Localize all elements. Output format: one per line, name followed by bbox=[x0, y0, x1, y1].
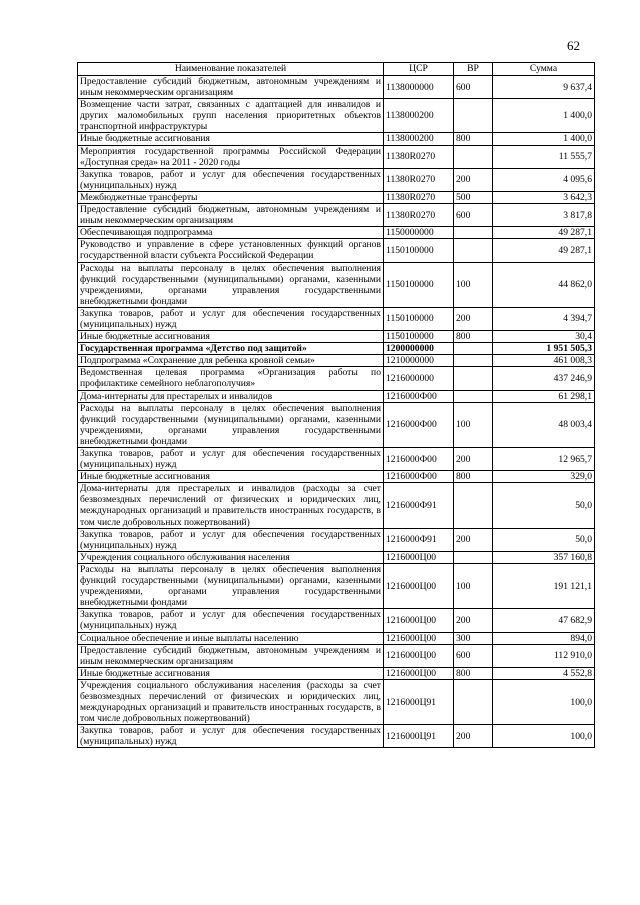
row-code-cell: 1216000Ц91 bbox=[384, 725, 454, 748]
row-sum-cell: 461 008,3 bbox=[493, 355, 595, 367]
row-sum-cell: 9 637,4 bbox=[493, 76, 595, 99]
row-vr-cell bbox=[454, 145, 493, 168]
row-name-cell: Государственная программа «Детство под защитой» bbox=[78, 343, 384, 355]
row-code-cell: 11380R0270 bbox=[384, 191, 454, 203]
row-sum-cell: 61 298,1 bbox=[493, 390, 595, 402]
row-code-cell: 1150100000 bbox=[384, 262, 454, 307]
row-vr-cell: 800 bbox=[454, 667, 493, 679]
row-code-cell: 1216000Ц00 bbox=[384, 644, 454, 667]
row-vr-cell bbox=[454, 99, 493, 133]
row-vr-cell bbox=[454, 679, 493, 724]
table-row bbox=[78, 99, 595, 133]
row-vr-cell: 200 bbox=[454, 448, 493, 471]
row-name-cell: Обеспечивающая подпрограмма bbox=[78, 227, 384, 239]
row-sum-cell: 4 394,7 bbox=[493, 307, 595, 330]
row-code-cell: 1216000Ф00 bbox=[384, 402, 454, 447]
row-vr-cell: 800 bbox=[454, 471, 493, 483]
table-row bbox=[78, 632, 595, 644]
table-row bbox=[78, 609, 595, 632]
row-name-cell: Подпрограмма «Сохранение для ребенка кровной семьи» bbox=[78, 355, 384, 367]
row-sum-cell: 894,0 bbox=[493, 632, 595, 644]
row-vr-cell bbox=[454, 367, 493, 390]
table-row bbox=[78, 76, 595, 99]
row-code-cell: 1216000Ф00 bbox=[384, 390, 454, 402]
table-row bbox=[78, 168, 595, 191]
table-header-row bbox=[78, 63, 595, 76]
row-sum-cell: 100,0 bbox=[493, 679, 595, 724]
row-sum-cell: 48 003,4 bbox=[493, 402, 595, 447]
row-vr-cell bbox=[454, 343, 493, 355]
row-code-cell: 1216000Ц00 bbox=[384, 632, 454, 644]
row-vr-cell bbox=[454, 227, 493, 239]
row-sum-cell: 49 287,1 bbox=[493, 227, 595, 239]
table-row bbox=[78, 483, 595, 528]
table-row bbox=[78, 133, 595, 145]
row-code-cell: 1138000200 bbox=[384, 99, 454, 133]
row-name-cell: Учреждения социального обслуживания населения (расходы за счет безвозмездных перечислений от физических и юридических лиц, международных организаций и правительств иностранных государств, в том числе добровольных пожертвований) bbox=[78, 679, 384, 724]
row-code-cell: 1210000000 bbox=[384, 355, 454, 367]
row-code-cell: 11380R0270 bbox=[384, 168, 454, 191]
table-row bbox=[78, 528, 595, 551]
table-row bbox=[78, 402, 595, 447]
row-code-cell: 1216000Ф91 bbox=[384, 483, 454, 528]
table-row bbox=[78, 355, 595, 367]
row-name-cell: Социальное обеспечение и иные выплаты населению bbox=[78, 632, 384, 644]
row-name-cell: Иные бюджетные ассигнования bbox=[78, 133, 384, 145]
budget-table bbox=[77, 62, 595, 748]
row-code-cell: 1150100000 bbox=[384, 239, 454, 262]
row-name-cell: Расходы на выплаты персоналу в целях обеспечения выполнения функций государственными (муниципальными) органами, казенными учреждениями, органами управления государственными внебюджетными фондами bbox=[78, 262, 384, 307]
row-code-cell: 11380R0270 bbox=[384, 145, 454, 168]
row-code-cell: 1150100000 bbox=[384, 331, 454, 343]
row-code-cell: 1216000Ц00 bbox=[384, 609, 454, 632]
table-row bbox=[78, 227, 595, 239]
row-vr-cell: 800 bbox=[454, 331, 493, 343]
row-name-cell: Иные бюджетные ассигнования bbox=[78, 331, 384, 343]
row-vr-cell: 500 bbox=[454, 191, 493, 203]
header-sum: Сумма bbox=[493, 63, 595, 76]
row-code-cell: 1216000Ц00 bbox=[384, 667, 454, 679]
row-name-cell: Предоставление субсидий бюджетным, автономным учреждениям и иным некоммерческим организациям bbox=[78, 644, 384, 667]
row-sum-cell: 1 400,0 bbox=[493, 133, 595, 145]
row-vr-cell: 100 bbox=[454, 402, 493, 447]
row-sum-cell: 12 965,7 bbox=[493, 448, 595, 471]
row-name-cell: Расходы на выплаты персоналу в целях обеспечения выполнения функций государственными (муниципальными) органами, казенными учреждениями, органами управления государственными внебюджетными фондами bbox=[78, 402, 384, 447]
row-name-cell: Закупка товаров, работ и услуг для обеспечения государственных (муниципальных) нужд bbox=[78, 609, 384, 632]
row-sum-cell: 4 552,8 bbox=[493, 667, 595, 679]
row-name-cell: Руководство и управление в сфере установленных функций органов государственной власти субъекта Российской Федерации bbox=[78, 239, 384, 262]
row-vr-cell: 200 bbox=[454, 609, 493, 632]
row-name-cell: Учреждения социального обслуживания населения bbox=[78, 551, 384, 563]
table-row bbox=[78, 239, 595, 262]
row-sum-cell: 4 095,6 bbox=[493, 168, 595, 191]
table-row bbox=[78, 644, 595, 667]
header-code: ЦСР bbox=[384, 63, 454, 76]
row-name-cell: Предоставление субсидий бюджетным, автономным учреждениям и иным некоммерческим организациям bbox=[78, 204, 384, 227]
row-vr-cell: 200 bbox=[454, 307, 493, 330]
row-vr-cell: 200 bbox=[454, 168, 493, 191]
row-vr-cell bbox=[454, 355, 493, 367]
row-vr-cell: 300 bbox=[454, 632, 493, 644]
row-vr-cell: 600 bbox=[454, 644, 493, 667]
row-name-cell: Ведомственная целевая программа «Организация работы по профилактике семейного неблагополучия» bbox=[78, 367, 384, 390]
table-row bbox=[78, 471, 595, 483]
row-name-cell: Предоставление субсидий бюджетным, автономным учреждениям и иным некоммерческим организациям bbox=[78, 76, 384, 99]
table-body bbox=[78, 76, 595, 748]
row-vr-cell bbox=[454, 483, 493, 528]
row-name-cell: Возмещение части затрат, связанных с адаптацией для инвалидов и других маломобильных групп населения приоритетных объектов транспортной инфраструктуры bbox=[78, 99, 384, 133]
row-vr-cell: 600 bbox=[454, 204, 493, 227]
row-sum-cell: 191 121,1 bbox=[493, 563, 595, 608]
row-sum-cell: 30,4 bbox=[493, 331, 595, 343]
header-name: Наименование показателей bbox=[78, 63, 384, 76]
table-row bbox=[78, 448, 595, 471]
row-name-cell: Межбюджетные трансферты bbox=[78, 191, 384, 203]
row-code-cell: 1150000000 bbox=[384, 227, 454, 239]
table-row bbox=[78, 331, 595, 343]
row-vr-cell bbox=[454, 390, 493, 402]
row-name-cell: Дома-интернаты для престарелых и инвалидов bbox=[78, 390, 384, 402]
page-number: 62 bbox=[567, 38, 580, 53]
table-row bbox=[78, 191, 595, 203]
row-vr-cell: 100 bbox=[454, 262, 493, 307]
row-vr-cell: 600 bbox=[454, 76, 493, 99]
row-vr-cell: 200 bbox=[454, 725, 493, 748]
row-name-cell: Закупка товаров, работ и услуг для обеспечения государственных (муниципальных) нужд bbox=[78, 307, 384, 330]
row-vr-cell: 200 bbox=[454, 528, 493, 551]
table-row bbox=[78, 390, 595, 402]
row-sum-cell: 3 817,8 bbox=[493, 204, 595, 227]
row-sum-cell: 11 555,7 bbox=[493, 145, 595, 168]
row-vr-cell: 800 bbox=[454, 133, 493, 145]
row-code-cell: 1138000200 bbox=[384, 133, 454, 145]
row-name-cell: Закупка товаров, работ и услуг для обеспечения государственных (муниципальных) нужд bbox=[78, 448, 384, 471]
row-sum-cell: 47 682,9 bbox=[493, 609, 595, 632]
row-name-cell: Закупка товаров, работ и услуг для обеспечения государственных (муниципальных) нужд bbox=[78, 725, 384, 748]
row-sum-cell: 329,0 bbox=[493, 471, 595, 483]
table-row bbox=[78, 679, 595, 724]
row-code-cell: 1216000Ц91 bbox=[384, 679, 454, 724]
row-sum-cell: 100,0 bbox=[493, 725, 595, 748]
row-sum-cell: 357 160,8 bbox=[493, 551, 595, 563]
table-row bbox=[78, 204, 595, 227]
table-row bbox=[78, 145, 595, 168]
row-name-cell: Дома-интернаты для престарелых и инвалидов (расходы за счет безвозмездных перечислений от физических и юридических лиц, международных организаций и правительств иностранных государств, в том числе добровольных пожертвований) bbox=[78, 483, 384, 528]
row-vr-cell: 100 bbox=[454, 563, 493, 608]
row-code-cell: 1216000000 bbox=[384, 367, 454, 390]
row-name-cell: Закупка товаров, работ и услуг для обеспечения государственных (муниципальных) нужд bbox=[78, 528, 384, 551]
row-sum-cell: 50,0 bbox=[493, 483, 595, 528]
table-row bbox=[78, 667, 595, 679]
row-name-cell: Расходы на выплаты персоналу в целях обеспечения выполнения функций государственными (муниципальными) органами, казенными учреждениями, органами управления государственными внебюджетными фондами bbox=[78, 563, 384, 608]
row-code-cell: 11380R0270 bbox=[384, 204, 454, 227]
row-sum-cell: 3 642,3 bbox=[493, 191, 595, 203]
table-row bbox=[78, 725, 595, 748]
row-code-cell: 1216000Ф91 bbox=[384, 528, 454, 551]
row-code-cell: 1216000Ц00 bbox=[384, 563, 454, 608]
row-code-cell: 1216000Ф00 bbox=[384, 471, 454, 483]
row-name-cell: Иные бюджетные ассигнования bbox=[78, 471, 384, 483]
row-vr-cell bbox=[454, 551, 493, 563]
row-sum-cell: 49 287,1 bbox=[493, 239, 595, 262]
table-row bbox=[78, 343, 595, 355]
row-vr-cell bbox=[454, 239, 493, 262]
row-code-cell: 1216000Ф00 bbox=[384, 448, 454, 471]
row-name-cell: Закупка товаров, работ и услуг для обеспечения государственных (муниципальных) нужд bbox=[78, 168, 384, 191]
row-code-cell: 1216000Ц00 bbox=[384, 551, 454, 563]
table-row bbox=[78, 307, 595, 330]
table-row bbox=[78, 551, 595, 563]
row-code-cell: 1150100000 bbox=[384, 307, 454, 330]
row-name-cell: Иные бюджетные ассигнования bbox=[78, 667, 384, 679]
row-sum-cell: 437 246,9 bbox=[493, 367, 595, 390]
table-row bbox=[78, 367, 595, 390]
row-name-cell: Мероприятия государственной программы Российской Федерации «Доступная среда» на 2011 - 2020 годы bbox=[78, 145, 384, 168]
row-code-cell: 1200000000 bbox=[384, 343, 454, 355]
table-row bbox=[78, 563, 595, 608]
header-vr: ВР bbox=[454, 63, 493, 76]
table-row bbox=[78, 262, 595, 307]
row-sum-cell: 1 400,0 bbox=[493, 99, 595, 133]
row-code-cell: 1138000000 bbox=[384, 76, 454, 99]
row-sum-cell: 1 951 505,3 bbox=[493, 343, 595, 355]
row-sum-cell: 112 910,0 bbox=[493, 644, 595, 667]
row-sum-cell: 44 862,0 bbox=[493, 262, 595, 307]
row-sum-cell: 50,0 bbox=[493, 528, 595, 551]
